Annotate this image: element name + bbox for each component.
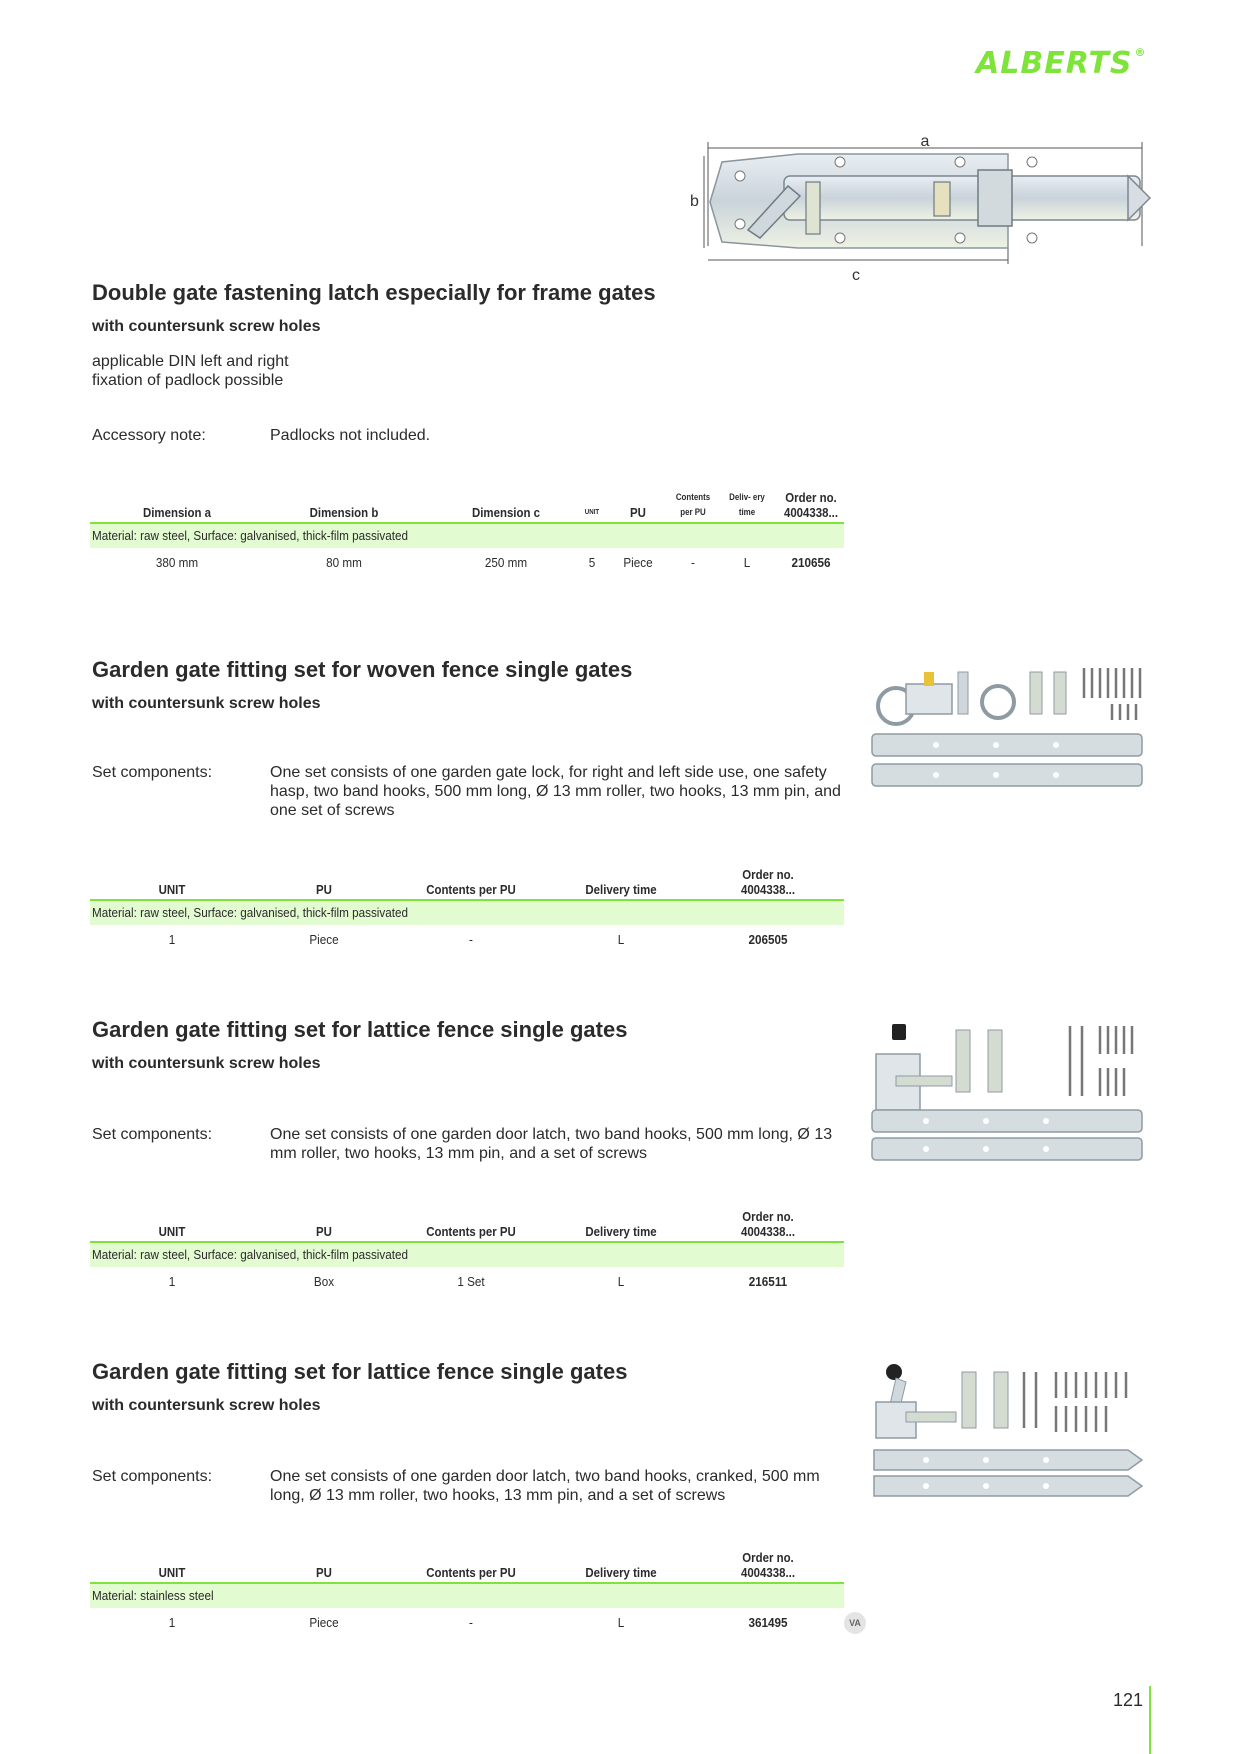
table-row <box>90 1267 844 1297</box>
table-header <box>90 851 844 899</box>
description-line: fixation of padlock possible <box>92 372 284 389</box>
material-text: Material: stainless steel <box>92 1588 214 1603</box>
cell-dimension-b: 80 mm <box>326 555 362 570</box>
cell-delivery-time: L <box>617 932 625 947</box>
col-pu: PU <box>316 1224 332 1239</box>
product-4-section <box>92 1359 852 1529</box>
cell-pu: Piece <box>309 932 339 947</box>
material-row <box>90 899 844 925</box>
col-contents-per-pu: Contents per PU <box>426 1224 516 1239</box>
page-number: 121 <box>1113 1690 1144 1710</box>
material-row <box>90 522 844 548</box>
col-unit: UNIT <box>158 882 186 897</box>
product-subtitle: with countersunk screw holes <box>92 318 321 335</box>
field-label: Set components: <box>92 1468 213 1485</box>
product-4-table <box>90 1534 844 1638</box>
field-label: Set components: <box>92 1126 213 1143</box>
table-row <box>90 1608 844 1638</box>
material-row <box>90 1241 844 1267</box>
cell-unit: 1 <box>168 1615 176 1630</box>
product-subtitle: with countersunk screw holes <box>92 1397 321 1414</box>
col-delivery-time: Deliv- ery time <box>729 492 765 517</box>
cell-contents-per-pu: - <box>691 555 695 570</box>
col-dimension-b: Dimension b <box>309 505 379 520</box>
material-text: Material: raw steel, Surface: galvanised, thick-film passivated <box>92 905 409 920</box>
col-contents-per-pu: Contents per PU <box>426 882 516 897</box>
col-order-no: Order no. 4004338... <box>740 1209 796 1239</box>
col-unit: UNIT <box>158 1565 186 1580</box>
col-unit: UNIT <box>584 509 600 516</box>
dimension-b-label: b <box>690 193 699 210</box>
cell-pu: Box <box>313 1274 335 1289</box>
material-row <box>90 1582 844 1608</box>
product-title: Garden gate fitting set for lattice fence single gates <box>92 1017 628 1042</box>
table-header <box>90 1193 844 1241</box>
cell-order-no: 210656 <box>791 555 831 570</box>
product-subtitle: with countersunk screw holes <box>92 1055 321 1072</box>
col-order-no: Order no. 4004338... <box>783 490 839 520</box>
table-header <box>90 474 844 522</box>
set-components <box>92 1125 852 1165</box>
product-title: Double gate fastening latch especially for frame gates <box>92 280 656 305</box>
product-1-section <box>92 280 852 450</box>
field-label: Set components: <box>92 764 213 781</box>
product-3-section <box>92 1017 852 1187</box>
cell-dimension-c: 250 mm <box>484 555 528 570</box>
cranked-gate-set-image <box>866 1362 1148 1504</box>
cell-unit: 1 <box>168 1274 176 1289</box>
product-title: Garden gate fitting set for woven fence single gates <box>92 657 633 682</box>
product-subtitle: with countersunk screw holes <box>92 695 321 712</box>
col-delivery-time: Delivery time <box>585 1224 657 1239</box>
table-header <box>90 1534 844 1582</box>
product-2-section <box>92 657 852 827</box>
set-components <box>92 763 852 823</box>
col-pu: PU <box>316 1565 332 1580</box>
col-unit: UNIT <box>158 1224 186 1239</box>
cell-unit: 5 <box>588 555 596 570</box>
cell-delivery-time: L <box>617 1274 625 1289</box>
product-3-table <box>90 1193 844 1297</box>
col-dimension-c: Dimension c <box>471 505 541 520</box>
cell-contents-per-pu: - <box>469 1615 473 1630</box>
accessory-note <box>92 426 852 446</box>
product-description <box>92 352 289 390</box>
dimension-c-label: c <box>852 267 860 284</box>
page-number-bar <box>1149 1686 1151 1754</box>
cell-order-no: 216511 <box>748 1274 788 1289</box>
field-value: Padlocks not included. <box>270 427 431 444</box>
set-components <box>92 1467 852 1507</box>
col-pu: PU <box>630 505 646 520</box>
col-contents-per-pu: Contents per PU <box>426 1565 516 1580</box>
cell-dimension-a: 380 mm <box>155 555 199 570</box>
col-delivery-time: Delivery time <box>585 1565 657 1580</box>
lattice-gate-set-image <box>866 1020 1148 1164</box>
brand-logo <box>976 46 1147 81</box>
product-1-table <box>90 474 844 578</box>
material-text: Material: raw steel, Surface: galvanised, thick-film passivated <box>92 528 409 543</box>
col-order-no: Order no. 4004338... <box>740 1550 796 1580</box>
field-label: Accessory note: <box>92 427 206 444</box>
product-title: Garden gate fitting set for lattice fence single gates <box>92 1359 628 1384</box>
col-delivery-time: Delivery time <box>585 882 657 897</box>
field-value: One set consists of one garden door latch, two band hooks, cranked, 500 mm long, Ø 13 mm roller, two hooks, 13 mm pin, and a set of screws <box>270 1468 820 1504</box>
stainless-va-badge: VA <box>844 1612 866 1634</box>
woven-gate-set-image <box>866 662 1148 790</box>
brand-name: ALBERTS <box>976 46 1133 81</box>
product-2-table <box>90 851 844 955</box>
col-order-no: Order no. 4004338... <box>740 867 796 897</box>
description-line: applicable DIN left and right <box>92 353 289 370</box>
cell-unit: 1 <box>168 932 176 947</box>
latch-dimension-diagram <box>688 126 1158 284</box>
dimension-a-label: a <box>920 133 930 150</box>
cell-pu: Piece <box>309 1615 339 1630</box>
cell-order-no: 206505 <box>748 932 788 947</box>
material-text: Material: raw steel, Surface: galvanised, thick-film passivated <box>92 1247 409 1262</box>
cell-pu: Piece <box>623 555 653 570</box>
cell-order-no: 361495 <box>748 1615 788 1630</box>
col-pu: PU <box>316 882 332 897</box>
table-row <box>90 925 844 955</box>
col-dimension-a: Dimension a <box>142 505 212 520</box>
cell-delivery-time: L <box>743 555 751 570</box>
registered-mark: ® <box>1134 46 1147 59</box>
table-row <box>90 548 844 578</box>
field-value: One set consists of one garden gate lock, for right and left side use, one safety hasp, two band hooks, 500 mm long, Ø 13 mm roller, two hooks, 13 mm pin, and one set of screws <box>270 764 841 819</box>
cell-contents-per-pu: 1 Set <box>457 1274 485 1289</box>
col-contents-per-pu: Contents per PU <box>675 492 711 517</box>
cell-delivery-time: L <box>617 1615 625 1630</box>
field-value: One set consists of one garden door latch, two band hooks, 500 mm long, Ø 13 mm roller, two hooks, 13 mm pin, and a set of screws <box>270 1126 833 1162</box>
cell-contents-per-pu: - <box>469 932 473 947</box>
